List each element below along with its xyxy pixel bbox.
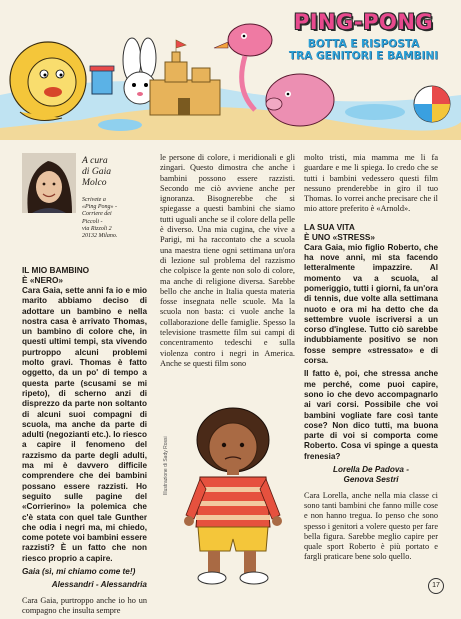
address-line: «Ping Pong» - bbox=[82, 204, 117, 211]
address-line: Scrivete a bbox=[82, 197, 106, 203]
address-line: Corriere dei bbox=[82, 211, 112, 218]
text-column-2 bbox=[160, 153, 295, 372]
section-heading-2 bbox=[304, 222, 438, 242]
text-column-3 bbox=[304, 153, 438, 566]
heading-line: LA SUA VITA bbox=[304, 221, 355, 232]
heading-line: È UNO «STRESS» bbox=[304, 231, 376, 242]
column-logo: PING-PONG bbox=[293, 10, 434, 34]
letter-signature: Gaia (sì, mi chiamo come te!) bbox=[22, 567, 136, 577]
author-photo bbox=[22, 153, 76, 213]
curated-line: di Gaia bbox=[82, 166, 112, 177]
pink-animal-character bbox=[266, 74, 334, 126]
letter-location: Alessandri - Alessandria bbox=[51, 580, 147, 590]
author-box bbox=[22, 153, 147, 265]
reply-continuation: le persone di colore, i meridionali e gli zingari. Questo dimostra che anche i bambini possono essere razzisti. Secondo me ciò avviene anche per ignoranza. Bisognerebbe che si spiegasse a questi bambini che siamo tutti uguali anche se il colore della pelle è diverso. Una mia cugina, che vive a Parigi, mi ha raccontato che a scuola una maestra tiene ogni settimana un'ora di lezione sul problema del razzismo che colpisce la gente non solo di colore, ma anche di religione diversa. Sarebbe bello che anche in Italia questa materia fosse insegnata nelle scuole. Ma la scuola non basta: ci vuole anche la collaborazione delle famiglie. Spesso la televisione trasmette film sui campi di concentramento tedeschi e sulla violenza contro i negri in America. Anche se questi film sono bbox=[160, 153, 295, 368]
beach-ball bbox=[414, 86, 450, 122]
column-subtitle-line1: BOTTA E RISPOSTA bbox=[307, 38, 420, 50]
curated-line: Molco bbox=[82, 177, 107, 188]
child-illustration bbox=[178, 405, 293, 590]
heading-line: IL MIO BAMBINO bbox=[22, 265, 90, 275]
page-number: 17 bbox=[428, 578, 444, 594]
section-heading-1 bbox=[22, 265, 147, 285]
header-illustration bbox=[0, 0, 461, 140]
reply-continuation: molto tristi, mia mamma me li fa guardare e me li spiega. Io credo che se tutti i bambini vedessero questi film nessuno prenderebbe in giro il tuo Thomas. Io vorrei anche precisare che il mio attore preferito è «Arnold». bbox=[304, 153, 438, 214]
heading-line: È «NERO» bbox=[22, 275, 64, 285]
address-line: 20132 Milano. bbox=[82, 233, 118, 240]
column-subtitle-line2: TRA GENITORI E BAMBINI bbox=[288, 50, 439, 62]
curator-credit bbox=[82, 155, 111, 188]
curated-line: A cura bbox=[82, 155, 108, 166]
letter-text: Cara Gaia, sette anni fa io e mio marito abbiamo deciso di adottare un bambino e nella nostra casa è arrivato Thomas, un bambino di colore che, in questi ultimi tempi, sta vivendo purtroppo alcuni problemi molto gravi. Thomas è fatto oggetto, da un po' di tempo a questa parte (scusami se mi ripeto), di scherno anzi di disprezzo da parte non soltanto di alcuni suoi compagni di scuola, ma anche da parte di adulti (negozianti etc.). Io riesco a capire il fenomeno del razzismo da parte degli adulti, ma mi è davvero difficile comprendere che dei bambini possano essere razzisti. Ho seguito sulle pagine del «Corrierino» la polemica che c'è stata con quel tale Gunther che odia i negri ma, mi chiedo, come potete voi bambini essere razzisti? È un fatto che non riesco proprio a capire. bbox=[22, 286, 147, 563]
letter-location: Genova Sestri bbox=[343, 475, 399, 485]
reply-text: Cara Lorella, anche nella mia classe ci sono tanti bambini che fanno mille cose e non hanno tregua. Io penso che sono spesso i genitori a volere questo per fare bella figura. Sarebbe meglio capire per quale sport Roberto è più portato e fargli praticare bene solo quello. bbox=[304, 490, 438, 562]
letter-signature: Lorella De Padova - bbox=[333, 465, 409, 475]
reply-text: Cara Gaia, purtroppo anche io ho un compagno che insulta sempre bbox=[22, 595, 147, 615]
letter-text: Cara Gaia, mio figlio Roberto, che ha nove anni, mi sta facendo letteralmente impazzire. Al momento va a scuola, al pomeriggio, tutti i giorni, fa un'ora di tennis, due volte alla settimana nuoto e ora mi ha detto che da settembre vuole iscriversi a un corso d'inglese. Tutto ciò sarebbe indubbiamente positivo se non fosse sempre «stressato» e di corsa. bbox=[304, 242, 438, 366]
illustration-credit: Illustrazione di Sady Rossi bbox=[163, 436, 169, 495]
text-column-1 bbox=[22, 153, 147, 619]
mailing-address bbox=[82, 197, 117, 240]
address-line: via Rizzoli 2 bbox=[82, 225, 112, 232]
column-title bbox=[276, 10, 451, 62]
address-line: Piccoli - bbox=[82, 218, 103, 225]
letter-text: Il fatto è, poi, che stressa anche me perché, come puoi capire, sono io che devo accompagnarlo ai vari corsi. Possibile che voi bambini vogliate fare così tante cose? Non dico tutti, ma buona parte di voi si comporta come Roberto. Cosa vi spinge a questa frenesia? bbox=[304, 369, 438, 461]
